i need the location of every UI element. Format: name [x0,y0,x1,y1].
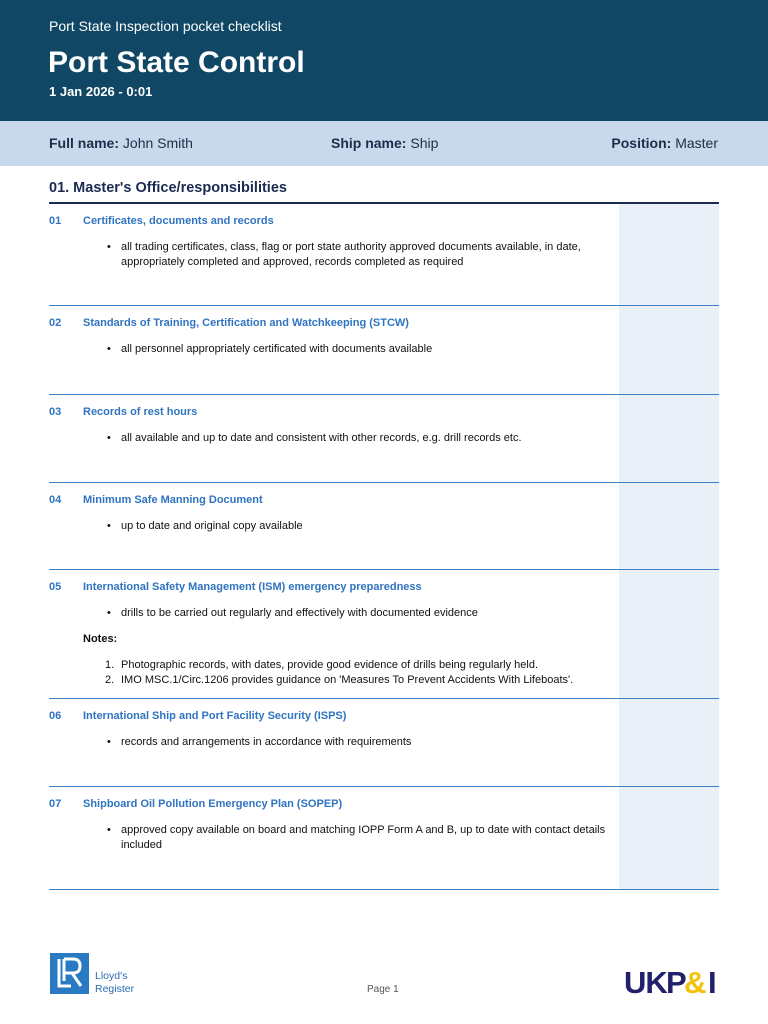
bullet-text: • approved copy available on board and matching IOPP Form A and B, up to date with contact details included [107,823,617,853]
page-title: Port State Control [48,46,305,79]
svg-text:P: P [666,966,686,996]
checklist-item [49,204,719,306]
header-date: 1 Jan 2026 - 0:01 [49,84,153,99]
bullet-text: • all available and up to date and consistent with other records, e.g. drill records etc. [107,431,617,446]
page-header [0,0,768,121]
svg-text:I: I [708,966,717,996]
checklist-item [49,699,719,787]
item-bullets [107,823,617,853]
item-heading: International Ship and Port Facility Security (ISPS) [83,710,347,722]
note-number: 2. [105,674,115,686]
lr-line-1: Lloyd's [95,970,128,982]
bullet-text: • all trading certificates, class, flag or port state authority approved documents available, in date, appropriately completed and approved, records completed as required [107,240,617,270]
lr-line-2: Register [95,983,135,995]
item-heading: Minimum Safe Manning Document [83,494,263,506]
item-bullets [107,431,617,446]
item-heading: International Safety Management (ISM) emergency preparedness [83,581,422,593]
full-name-field [49,135,193,151]
item-number: 05 [49,581,62,593]
item-number: 01 [49,215,62,227]
page-number: Page 1 [367,984,399,995]
lloyds-register-logo-icon [50,953,89,994]
position-label: Position: [611,135,672,151]
bullet-text: • records and arrangements in accordance with requirements [107,735,617,750]
ship-name-value: Ship [410,135,439,151]
ship-name-label: Ship name: [331,135,407,151]
item-bullets [107,342,617,357]
checklist-item [49,570,719,699]
checklist-item [49,395,719,483]
item-number: 02 [49,317,62,329]
item-number: 03 [49,406,62,418]
item-heading: Certificates, documents and records [83,215,274,227]
position-field [611,135,718,151]
section-title: 01. Master's Office/responsibilities [49,180,287,196]
item-bullets [107,735,617,750]
full-name-label: Full name: [49,135,120,151]
info-bar [0,121,768,166]
item-heading: Shipboard Oil Pollution Emergency Plan (SOPEP) [83,798,343,810]
bullet-text: • up to date and original copy available [107,519,617,534]
item-bullets [107,519,617,534]
header-subtitle: Port State Inspection pocket checklist [49,18,282,34]
note-number: 1. [105,659,115,671]
bullet-text: • all personnel appropriately certificated with documents available [107,342,617,357]
notes-label: Notes: [83,633,118,645]
note-text: Photographic records, with dates, provide good evidence of drills being regularly held. [121,659,539,671]
checklist-item [49,787,719,890]
full-name-value: John Smith [122,135,193,151]
bullet-text: • drills to be carried out regularly and effectively with documented evidence [107,606,617,621]
item-heading: Records of rest hours [83,406,198,418]
lloyds-register-wordmark [95,970,134,996]
item-number: 04 [49,494,62,506]
note-item [105,673,625,688]
item-number: 06 [49,710,62,722]
checklist-item [49,483,719,570]
position-value: Master [675,135,718,151]
checklist-item [49,306,719,395]
item-bullets [107,240,617,270]
item-number: 07 [49,798,62,810]
ship-name-field [331,135,438,151]
item-heading: Standards of Training, Certification and Watchkeeping (STCW) [83,317,409,329]
note-text: IMO MSC.1/Circ.1206 provides guidance on 'Measures To Prevent Accidents With Lifeboats'. [121,674,574,686]
svg-text:&: & [684,966,706,996]
notes-list [105,658,625,688]
svg-text:UK: UK [624,966,667,996]
ukpi-logo-icon [624,966,720,996]
item-bullets [107,606,617,621]
note-item [105,658,625,673]
